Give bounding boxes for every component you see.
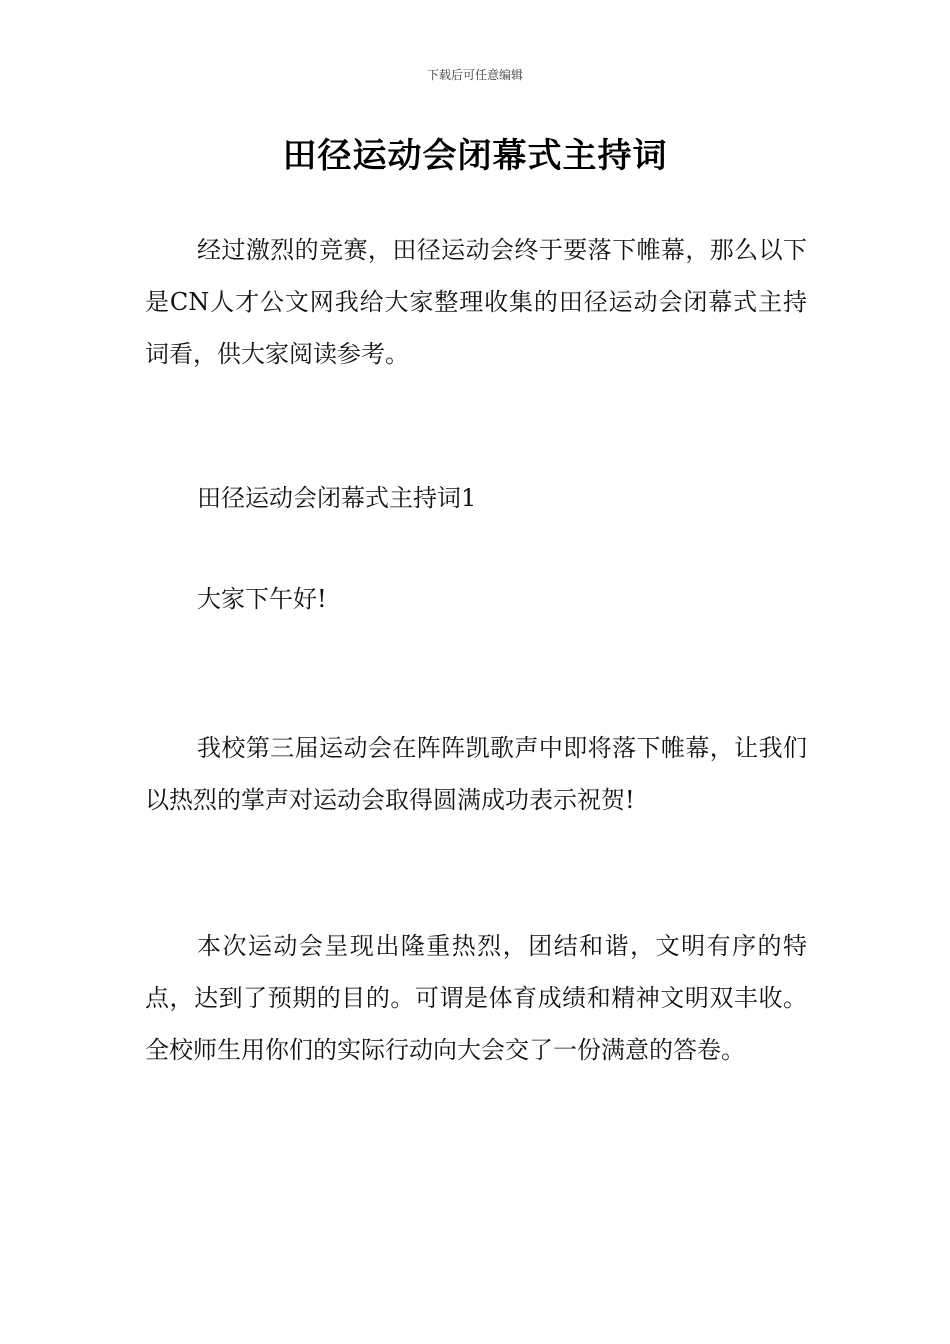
header-note: 下载后可任意编辑 xyxy=(426,68,523,82)
body-paragraph-1: 我校第三届运动会在阵阵凯歌声中即将落下帷幕，让我们以热烈的掌声对运动会取得圆满成功表示祝贺! xyxy=(145,734,807,814)
greeting-paragraph: 大家下午好! xyxy=(197,585,327,613)
document-title: 田径运动会闭幕式主持词 xyxy=(282,136,668,176)
intro-paragraph: 经过激烈的竞赛，田径运动会终于要落下帷幕，那么以下是CN人才公文网我给大家整理收集的田径运动会闭幕式主持词看，供大家阅读参考。 xyxy=(145,236,807,368)
section-subtitle: 田径运动会闭幕式主持词1 xyxy=(197,484,477,512)
body-paragraph-2: 本次运动会呈现出隆重热烈，团结和谐，文明有序的特点，达到了预期的目的。可谓是体育成绩和精神文明双丰收。全校师生用你们的实际行动向大会交了一份满意的答卷。 xyxy=(145,932,807,1064)
